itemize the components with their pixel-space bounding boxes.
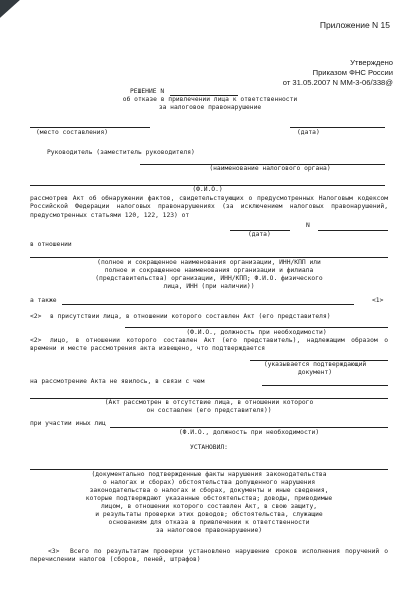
act-date-caption: (дата) (248, 231, 271, 238)
facts-caption-6: и результаты проверки этих доводов; обстоятельства, служащие (95, 511, 323, 518)
tax-org-caption: (наименование налогового органа) (209, 165, 331, 172)
facts-caption-2: о налогах и сборах) обстоятельства допущенного нарушения (102, 479, 316, 486)
org-line (30, 257, 388, 258)
org-caption-1: (полное и сокращенное наименования организации, ИНН/КПП или (97, 259, 321, 266)
title-line-2: об отказе в привлечении лица к ответственности (122, 96, 298, 103)
in-relation-label: в отношении (30, 241, 72, 248)
approval-block (283, 58, 393, 87)
act-caption-2: он составлен (его представителя)) (146, 407, 272, 414)
not-appeared-line (262, 385, 388, 386)
presence-fio-caption: (Ф.И.О., должность при необходимости) (186, 329, 327, 336)
not-appeared-label: на рассмотрение Акта не явилось, в связи с чем (30, 378, 205, 385)
footnote-ref-2a: <2> (30, 313, 42, 320)
place-caption: (место составления) (36, 129, 109, 136)
org-caption-4: лица, ИНН (при наличии)) (163, 283, 255, 290)
confirm-caption-1: (указывается подтверждающий (263, 361, 367, 368)
facts-caption-7: основаниям для отказа в привлечении к ответственности (108, 519, 310, 526)
decision-number-label: РЕШЕНИЕ N (130, 88, 165, 95)
footnote-ref-2b: <2> (30, 337, 42, 344)
facts-caption-8: за налоговое правонарушение) (155, 527, 263, 534)
paragraph-act-review (30, 195, 388, 220)
facts-caption-3: законодательства о налогах и сборах, документы и иные сведения, (89, 487, 329, 494)
absence-paragraph: лицо, в отношении которого составлен Акт (его представитель), надлежащим образом о времени и месте рассмотрения акта извещено, что подтверждается (30, 337, 388, 353)
presence-paragraph: в присутствии лица, в отношении которого составлен Акт (его представителя) (50, 313, 331, 320)
act-number-label: N (306, 222, 310, 229)
footnote-ref-3: <3> (48, 548, 60, 555)
org-caption-2: полное и сокращенное наименования организации и филиала (104, 267, 314, 274)
date-caption: (дата) (297, 129, 320, 136)
act-caption-1: (Акт рассмотрен в отсутствие лица, в отношении которого (104, 399, 314, 406)
facts-caption-1: (документально подтвержденные факты нарушения законодательства (91, 471, 327, 478)
other-persons-label: при участии иных лиц (30, 420, 106, 427)
org-caption-3: (представительства) организации, ИНН/КПП; Ф.И.О. физического (95, 275, 323, 282)
also-label: а также (30, 297, 57, 304)
other-persons-line (110, 427, 388, 428)
approval-line-2: Приказом ФНС России (312, 67, 393, 77)
also-line (62, 304, 354, 305)
facts-caption-5: лицом, в отношении которого составлен Акт, в свою защиту, (100, 503, 318, 510)
other-persons-caption: (Ф.И.О., должность при необходимости) (178, 429, 320, 436)
paragraph-act-review-text: рассмотрев Акт об обнаружении фактов, свидетельствующих о предусмотренных Налоговым кодексом Российской Федерации налоговых правонарушениях (за исключением налоговых правонарушений, предусмотренных статьями 120, 122, 123) от (30, 195, 388, 219)
approval-line-3: от 31.05.2007 N ММ-3-06/338@ (282, 77, 393, 87)
established-heading: УСТАНОВИЛ: (190, 444, 228, 451)
presence-line (125, 327, 388, 328)
footnote-ref-1: <1> (372, 297, 384, 304)
approval-line-1: Утверждено (350, 58, 393, 67)
final-paragraph: Всего по результатам проверки установлено нарушение сроков исполнения поручений о перечислении налогов (сборов, пеней, штрафов) (30, 548, 388, 564)
facts-line (30, 469, 388, 470)
place-line (30, 127, 150, 128)
act-number-line (318, 230, 388, 231)
title-line-3: за налоговое правонарушение (158, 104, 262, 111)
date-line (290, 127, 385, 128)
fio-caption: (Ф.И.О.) (192, 186, 223, 193)
appendix-label: Приложение N 15 (319, 20, 390, 30)
facts-caption-4: которые подтверждают указанные обстоятельства; доводы, приводимые (85, 495, 333, 502)
head-label: Руководитель (заместитель руководителя) (47, 149, 195, 156)
watermark-text: NoNumber.ru (2, 21, 54, 70)
confirm-caption-2: документ) (297, 369, 333, 376)
